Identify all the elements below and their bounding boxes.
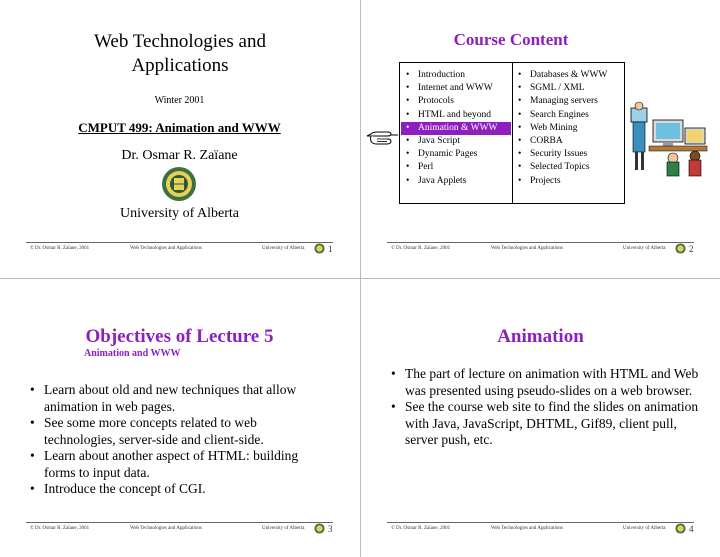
footer-course: Web Technologies and Applications	[130, 526, 202, 531]
slide-title: Web Technologies and Applications	[94, 31, 266, 76]
term-label: Winter 2001	[154, 95, 205, 106]
slide-1	[0, 0, 359, 277]
footer-author: © Dr. Osmar R. Zaïane, 2001	[30, 246, 90, 251]
topic-item: • Databases & WWW	[518, 69, 607, 82]
topic-item: • Dynamic Pages	[406, 148, 498, 161]
slide-3	[0, 280, 359, 557]
topic-item: • Web Mining	[518, 122, 607, 135]
slide-footer	[0, 522, 359, 536]
topic-item: • Perl	[406, 161, 498, 174]
university-name: University of Alberta	[120, 206, 239, 221]
bullet-item: • Learn about another aspect of HTML: building forms to input data.	[30, 448, 330, 481]
page-number: 4	[689, 524, 694, 534]
course-title: CMPUT 499: Animation and WWW	[78, 120, 281, 135]
topic-item: • Introduction	[406, 69, 498, 82]
page-number: 2	[689, 244, 694, 254]
bullet-item: • Introduce the concept of CGI.	[30, 481, 330, 498]
footer-university: University of Alberta	[623, 246, 666, 251]
topic-item: • Search Engines	[518, 109, 607, 122]
slide-title: Course Content	[453, 30, 569, 49]
people-at-computers-illustration-icon	[629, 100, 711, 178]
objectives-list	[30, 382, 330, 498]
topic-item: • Java Applets	[406, 175, 498, 188]
topic-item: • Selected Topics	[518, 161, 607, 174]
topics-left-column	[406, 69, 498, 188]
footer-seal-icon	[675, 523, 686, 534]
footer-author: © Dr. Osmar R. Zaïane, 2001	[391, 246, 451, 251]
topic-item: • Security Issues	[518, 148, 607, 161]
page-number: 1	[328, 244, 333, 254]
author-name: Dr. Osmar R. Zaïane	[121, 148, 238, 163]
topics-right-column	[518, 69, 607, 188]
slide-2	[361, 0, 720, 277]
footer-seal-icon	[314, 523, 325, 534]
slide-subtitle: Animation and WWW	[84, 348, 181, 359]
slide-footer	[361, 522, 720, 536]
slide-title: Objectives of Lecture 5	[85, 326, 274, 347]
slide-title: Animation	[497, 326, 584, 347]
bullet-item: • The part of lecture on animation with HTML and Web was presented using pseudo-slides on a web browser.	[391, 366, 701, 399]
topic-item: • Protocols	[406, 95, 498, 108]
slide-footer	[0, 242, 359, 256]
topic-item: • HTML and beyond	[406, 109, 498, 122]
slide-footer	[361, 242, 720, 256]
footer-course: Web Technologies and Applications	[491, 526, 563, 531]
slide-4	[361, 280, 720, 557]
animation-notes-list	[391, 366, 701, 449]
topic-item: • Animation & WWW	[406, 122, 498, 135]
footer-course: Web Technologies and Applications	[130, 246, 202, 251]
bullet-item: • See some more concepts related to web technologies, server-side and client-side.	[30, 415, 330, 448]
footer-university: University of Alberta	[262, 246, 305, 251]
topic-item: • Java Script	[406, 135, 498, 148]
topic-item: • SGML / XML	[518, 82, 607, 95]
footer-university: University of Alberta	[623, 526, 666, 531]
footer-course: Web Technologies and Applications	[491, 246, 563, 251]
footer-author: © Dr. Osmar R. Zaïane, 2001	[391, 526, 451, 531]
footer-seal-icon	[314, 243, 325, 254]
footer-university: University of Alberta	[262, 526, 305, 531]
bullet-item: • See the course web site to find the slides on animation with Java, JavaScript, DHTML, Gif89, client pull, server push, etc.	[391, 399, 701, 449]
page-number: 3	[328, 524, 333, 534]
topic-item: • Projects	[518, 175, 607, 188]
topic-item: • Internet and WWW	[406, 82, 498, 95]
topic-item: • CORBA	[518, 135, 607, 148]
footer-author: © Dr. Osmar R. Zaïane, 2001	[30, 526, 90, 531]
university-seal-icon	[161, 166, 197, 202]
pointing-hand-icon	[365, 128, 399, 146]
course-content-table	[399, 62, 625, 204]
footer-seal-icon	[675, 243, 686, 254]
topic-item: • Managing servers	[518, 95, 607, 108]
bullet-item: • Learn about old and new techniques that allow animation in web pages.	[30, 382, 330, 415]
